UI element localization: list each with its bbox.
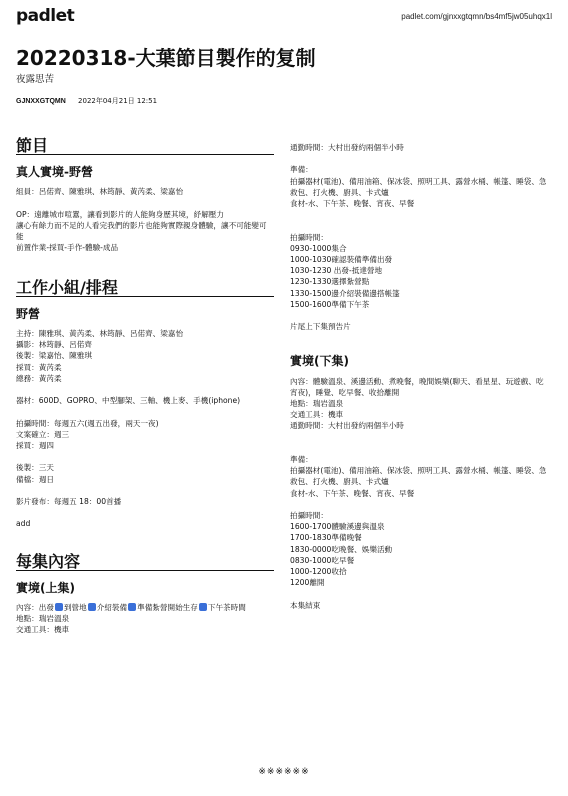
text-line: 影片發布：每週五 18：00首播 (16, 497, 122, 506)
text-line: 通勤時間：大村出發約兩個半小時 (290, 421, 404, 431)
blank-line (16, 451, 274, 462)
text-line: 拍攝時間： (290, 510, 328, 520)
text-line: 拍攝時間： (290, 232, 328, 242)
text-line: 文案確立：週三 (16, 429, 70, 439)
text-line: 交通工具：機車 (16, 625, 70, 635)
section-title-schedule: 工作小組/排程 (16, 282, 274, 297)
post-card-episode-part1[interactable] (16, 580, 274, 636)
blank-line (290, 209, 548, 220)
text-line: 交通工具：機車 (290, 410, 344, 420)
card-body (16, 613, 274, 635)
text-line: 1600-1700體驗溪邊與溫泉 (290, 522, 385, 532)
text-line: 1000-1030確認裝備準備出發 (290, 254, 393, 264)
text-line: 組員：呂偌齊、陳雅琪、林筠靜、黃芮柔、梁嘉怡 (16, 187, 184, 197)
text-line: 1700-1830準備晚餐 (290, 533, 362, 543)
text-line: 準備： (290, 165, 313, 175)
blank-line (290, 153, 548, 164)
step-text: 介紹裝備 (96, 603, 128, 612)
text-line: 1000-1200收拾 (290, 567, 347, 576)
text-line: 1500-1600準備下午茶 (290, 299, 370, 309)
text-line: 1330-1500邊介紹裝備邊搭帳篷 (290, 288, 400, 298)
text-line: 0930-1000集合 (290, 243, 347, 253)
text-line: 讓心有餘力而不足的人看完我們的影片也能夠實際親身體驗，讓不可能變可能 (16, 221, 267, 242)
section-title-episode: 每集內容 (16, 556, 274, 571)
text-line: 片尾上下集預告片 (290, 322, 351, 332)
blank-line (16, 485, 274, 496)
blank-line (16, 507, 274, 518)
text-line: 1230-1330選擇紮營點 (290, 277, 370, 287)
card-title: 實境(下集) (290, 354, 349, 369)
text-line: 後製：三天 (16, 463, 54, 473)
text-line: 1830-0000吃晚餐、娛樂活動 (290, 544, 393, 554)
text-line: 拍攝時間：每週五六(週五出發，兩天一夜) (16, 418, 159, 428)
author-name: 夜露思苦 (16, 74, 55, 85)
blank-line (290, 432, 548, 443)
card-title: 真人實境-野營 (16, 165, 93, 180)
text-line: 備檔：週日 (16, 474, 54, 484)
text-line: 1200離開 (290, 578, 325, 588)
text-line: 攝影：林筠靜、呂偌齊 (16, 340, 92, 350)
text-line: 0830-1000吃早餐 (290, 555, 355, 565)
text-line: 器材：600D、GOPRO、中型腳架、三軸、機上麥、手機(iphone) (16, 396, 241, 406)
text-line: 拍攝器材(電池)、備用油箱、保冰袋、照明工具、露營水桶、帳篷、睡袋、急救包、打火機、廚具、卡式爐 (290, 176, 547, 197)
text-line: 前置作業-採買-手作-體驗-成品 (16, 243, 119, 253)
left-column (16, 136, 274, 636)
padlet-logo[interactable]: padlet (16, 6, 75, 26)
blank-line (290, 588, 548, 599)
content-steps (54, 603, 246, 612)
text-line: 採買：週四 (16, 441, 54, 451)
page-url[interactable]: padlet.com/gjnxxgtqmn/bs4mf5jw05uhqx1l (401, 12, 552, 21)
blank-line (290, 310, 548, 321)
right-column (290, 142, 548, 611)
step-text: 到營地 (63, 603, 87, 612)
blank-line (16, 198, 274, 209)
blank-line (290, 220, 548, 231)
blank-line (290, 443, 548, 454)
text-line: 本集結束 (290, 600, 321, 610)
post-date: 2022年04月21日 12:51 (78, 97, 158, 105)
card-title: 實境(上集) (16, 580, 75, 595)
content-line: 內容：出發 到營地 介紹裝備 準備紮營開始生存 下午茶時間 (16, 603, 246, 612)
post-card-camping[interactable] (16, 306, 274, 530)
card-body (16, 328, 274, 530)
section-title-jiemu: 節目 (16, 140, 274, 155)
text-line: OP：遠離城市喧囂，讓看到影片的人能夠身歷其境，紓解壓力 (16, 209, 224, 219)
text-line: add (16, 519, 31, 529)
text-line: 地點：瑞岩溫泉 (290, 399, 344, 408)
arrow-emoji-icon (88, 603, 96, 611)
text-line: 主持：陳雅琪、黃芮柔、林筠靜、呂偌齊、梁嘉怡 (16, 329, 184, 339)
text-line: 準備： (290, 454, 313, 464)
step-text: 下午茶時間 (207, 603, 246, 612)
top-bar (16, 6, 552, 28)
card-continuation (290, 142, 548, 332)
arrow-emoji-icon (199, 603, 207, 611)
text-line: 食材-水、下午茶、晚餐、宵夜、早餐 (290, 199, 415, 208)
text-line: 內容：體驗溫泉、溪邊活動、煮晚餐，晚間娛樂(聊天、看星星、玩遊戲、吃宵夜)，睡覺、吃早餐、收拾離開 (290, 376, 544, 397)
username[interactable]: GJNXXGTQMN (16, 98, 66, 105)
card-body (290, 376, 548, 611)
step-text: 準備紮營開始生存 (137, 603, 198, 612)
text-line: 地點：瑞岩溫泉 (16, 614, 70, 624)
post-card-episode-part2[interactable] (290, 356, 548, 610)
card-title: 野營 (16, 306, 41, 321)
arrow-emoji-icon (128, 603, 136, 611)
post-meta (16, 96, 157, 106)
blank-line (16, 406, 274, 417)
text-line: 採買：黃芮柔 (16, 362, 62, 372)
card-body (16, 186, 274, 253)
footer-marks: ※※※※※※ (258, 767, 310, 777)
post-card-reality-camping[interactable] (16, 167, 274, 253)
text-line: 1030-1230 出發-抵達營地 (290, 266, 383, 276)
arrow-emoji-icon (55, 603, 63, 611)
blank-line (16, 384, 274, 395)
blank-line (290, 499, 548, 510)
page-title: 20220318-大葉節目製作的复制 (16, 46, 316, 70)
text-line: 後製：梁嘉怡、陳雅琪 (16, 351, 92, 361)
text-line: 通勤時間：大村出發約兩個半小時 (290, 143, 404, 152)
text-line: 拍攝器材(電池)、備用油箱、保冰袋、照明工具、露營水桶、帳篷、睡袋、急救包、打火機、廚具、卡式爐 (290, 466, 547, 487)
text-line: 總務：黃芮柔 (16, 373, 62, 383)
text-line: 食材-水、下午茶、晚餐、宵夜、早餐 (290, 488, 415, 498)
